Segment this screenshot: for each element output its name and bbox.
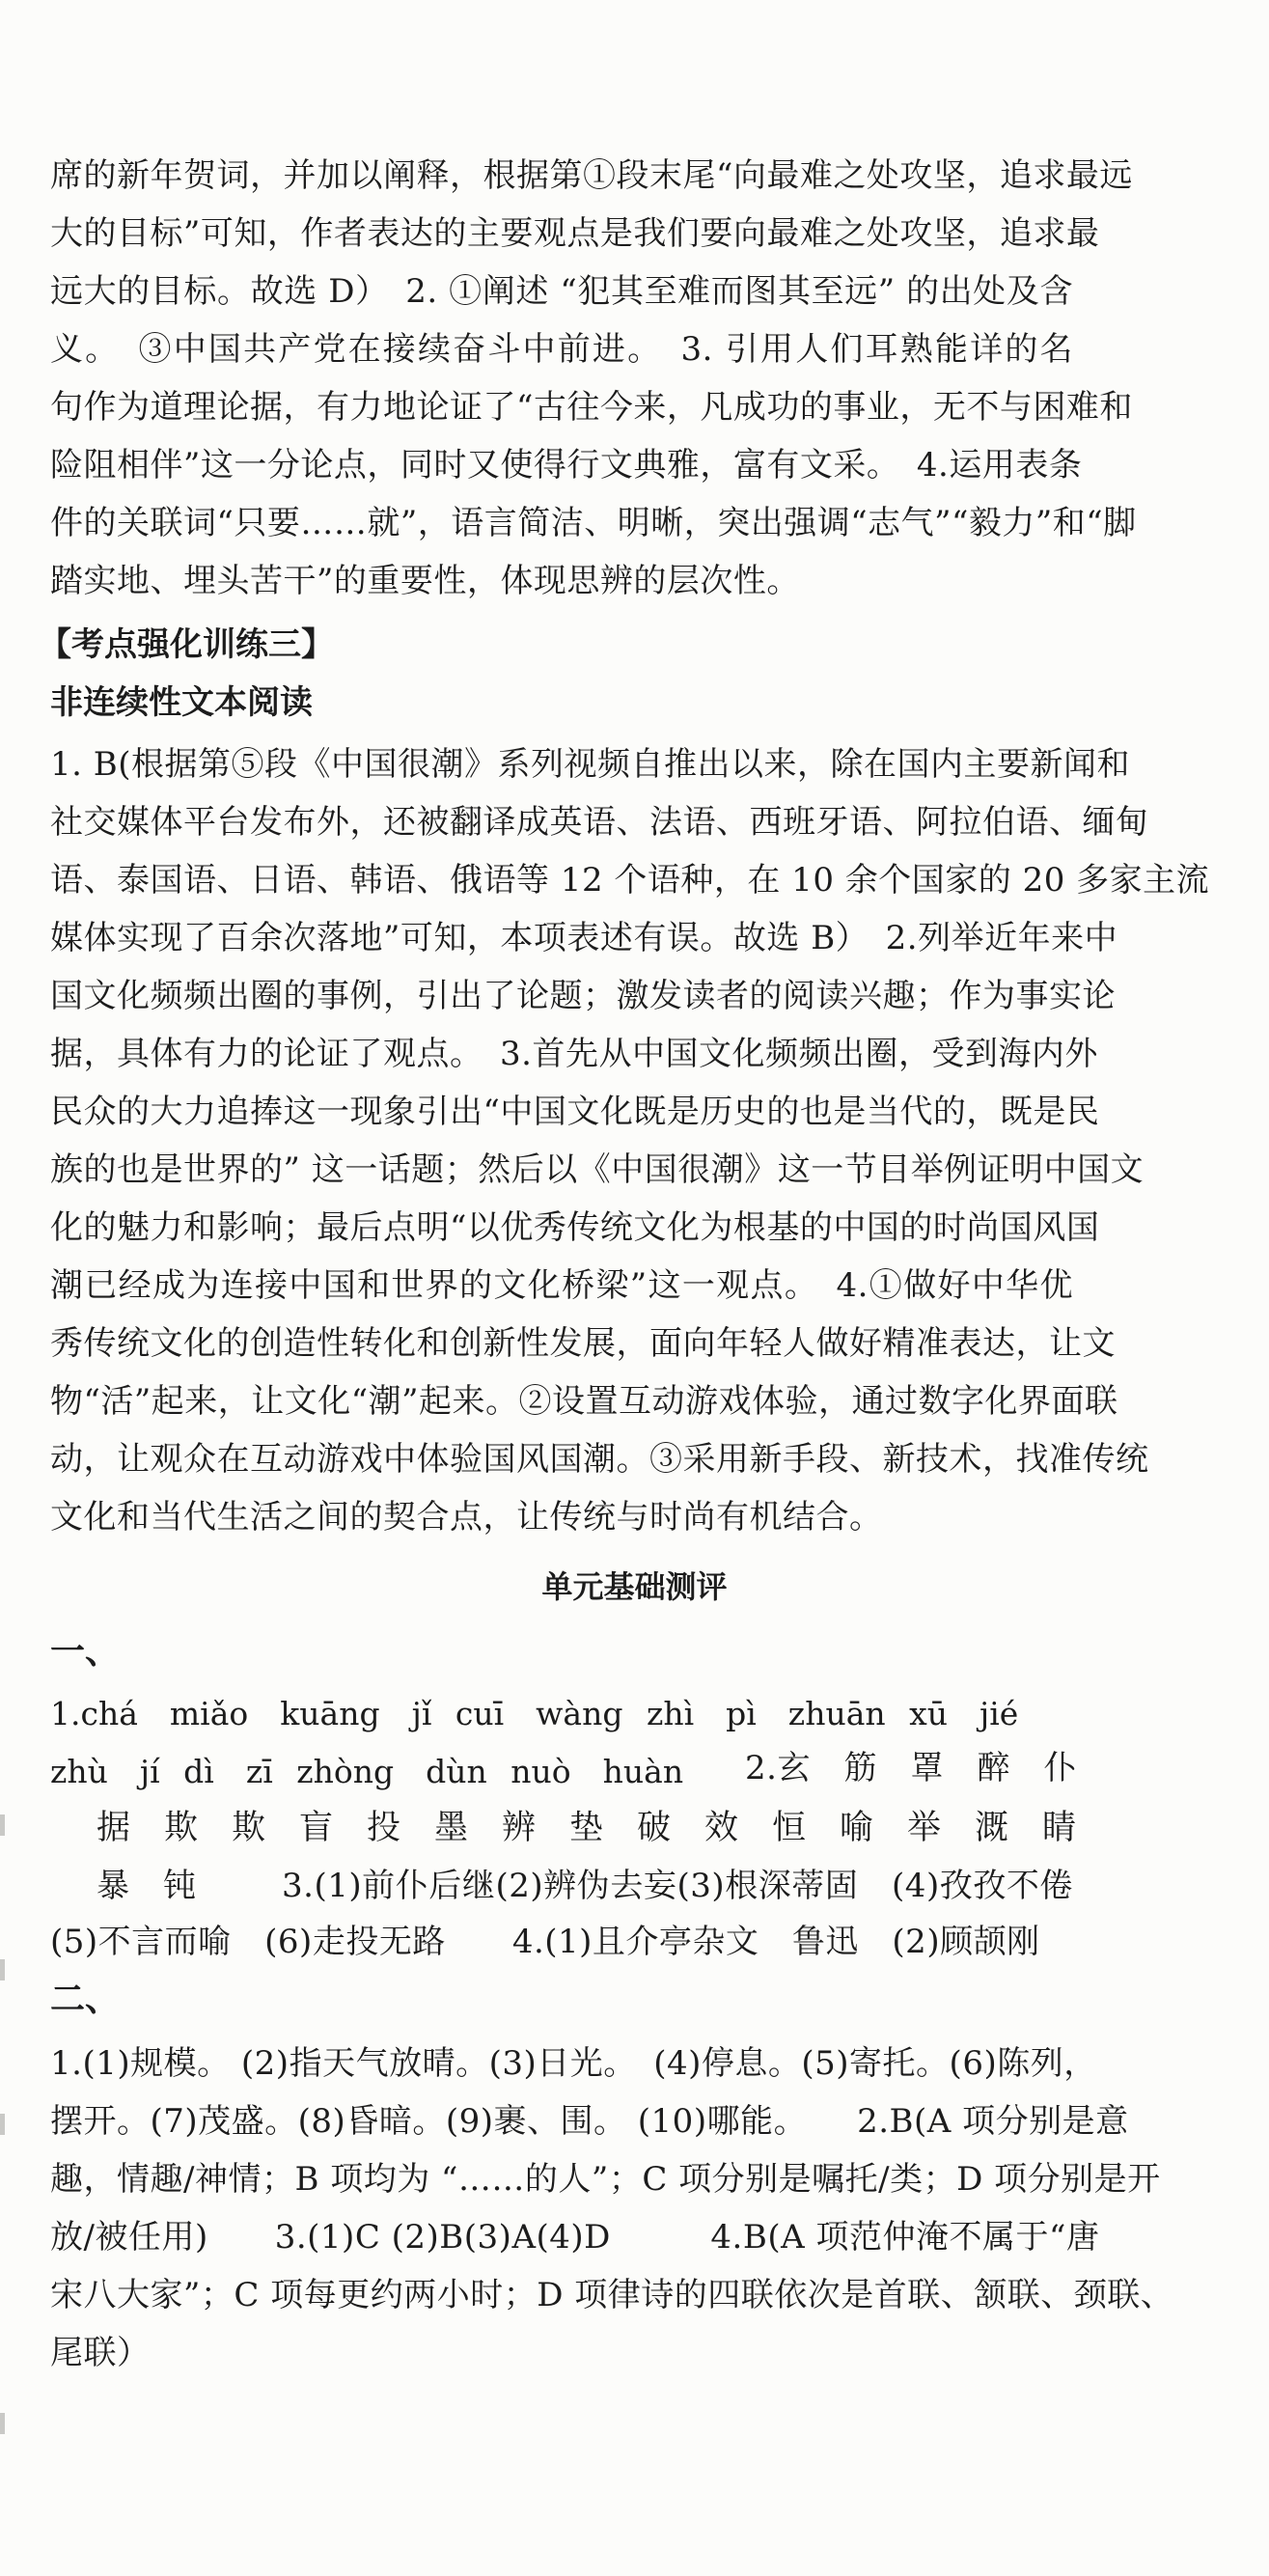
text-line: 秀传统文化的创造性转化和创新性发展，面向年轻人做好精准表达，让文 — [50, 1324, 1116, 1363]
scan-edge-mark — [0, 2413, 5, 2434]
pinyin-line: 1.chá miǎo kuāng jǐ cuī wàng zhì pì zhuān xū jié — [50, 1695, 1019, 1732]
text-line: 据，具体有力的论证了观点。 3.首先从中国文化频频出圈，受到海内外 — [50, 1035, 1098, 1073]
characters-line: 据 欺 欺 盲 投 墨 辨 垫 破 效 恒 喻 举 溉 睛 — [97, 1809, 1077, 1847]
characters-line: 暴 钝 — [97, 1867, 197, 1905]
text-line: (5)不言而喻 (6)走投无路 4.(1)且介亭杂文 鲁迅 (2)顾颉刚 — [50, 1923, 1040, 1961]
scan-edge-mark — [0, 2114, 5, 2135]
text-line: 远大的目标。故选 D） 2. ①阐述 “犯其至难而图其至远” 的出处及含 — [50, 272, 1073, 311]
pinyin-line: zhù jí dì zī zhòng dùn nuò huàn — [50, 1753, 684, 1790]
unit-test-title: 单元基础测评 — [541, 1568, 728, 1605]
text-line: 语、泰国语、日语、韩语、俄语等 12 个语种，在 10 余个国家的 20 多家主流 — [50, 861, 1210, 900]
text-line: 动，让观众在互动游戏中体验国风国潮。③采用新手段、新技术，找准传统 — [50, 1440, 1149, 1479]
text-line: 潮已经成为连接中国和世界的文化桥梁”这一观点。 4.①做好中华优 — [50, 1266, 1073, 1305]
section-subtitle: 非连续性文本阅读 — [50, 683, 313, 722]
section-title: 【考点强化训练三】 — [39, 625, 334, 664]
text-line: 宋八大家”；C 项每更约两小时；D 项律诗的四联依次是首联、颔联、颈联、 — [50, 2276, 1174, 2314]
text-line: 媒体实现了百余次落地”可知，本项表述有误。故选 B） 2.列举近年来中 — [50, 919, 1118, 957]
text-line: 件的关联词“只要……就”，语言简洁、明晰，突出强调“志气”“毅力”和“脚 — [50, 504, 1137, 542]
text-line: 1.(1)规模。 (2)指天气放晴。(3)日光。 (4)停息。(5)寄托。(6)陈列， — [50, 2044, 1097, 2083]
text-line: 3.(1)前仆后继(2)辨伪去妄(3)根深蒂固 (4)孜孜不倦 — [282, 1867, 1073, 1905]
text-line: 尾联） — [50, 2334, 151, 2372]
part-one-heading: 一、 — [50, 1632, 121, 1672]
text-line: 1. B(根据第⑤段《中国很潮》系列视频自推出以来，除在国内主要新闻和 — [50, 745, 1130, 784]
text-line: 踏实地、埋头苦干”的重要性，体现思辨的层次性。 — [50, 562, 800, 600]
text-line: 句作为道理论据，有力地论证了“古往今来，凡成功的事业，无不与困难和 — [50, 388, 1133, 427]
text-line: 文化和当代生活之间的契合点，让传统与时尚有机结合。 — [50, 1498, 883, 1537]
q2-start: 2.玄 筋 罩 醉 仆 — [745, 1749, 1077, 1787]
text-line: 义。 ③中国共产党在接续奋斗中前进。 3. 引用人们耳熟能详的名 — [50, 330, 1073, 369]
text-line: 放/被任用) 3.(1)C (2)B(3)A(4)D 4.B(A 项范仲淹不属于“唐 — [50, 2218, 1100, 2257]
text-line: 族的也是世界的” 这一话题；然后以《中国很潮》这一节目举例证明中国文 — [50, 1150, 1145, 1189]
text-line: 国文化频频出圈的事例，引出了论题；激发读者的阅读兴趣；作为事实论 — [50, 977, 1116, 1015]
part-two-heading: 二、 — [50, 1980, 121, 2019]
text-line: 民众的大力追捧这一现象引出“中国文化既是历史的也是当代的，既是民 — [50, 1093, 1100, 1131]
text-line: 趣，情趣/神情；B 项均为 “……的人”；C 项分别是嘱托/类；D 项分别是开 — [50, 2160, 1161, 2199]
text-line: 席的新年贺词，并加以阐释，根据第①段末尾“向最难之处攻坚，追求最远 — [50, 156, 1133, 195]
text-line: 摆开。(7)茂盛。(8)昏暗。(9)裹、围。 (10)哪能。 2.B(A 项分别是意 — [50, 2102, 1129, 2141]
text-line: 社交媒体平台发布外，还被翻译成英语、法语、西班牙语、阿拉伯语、缅甸 — [50, 803, 1149, 842]
scan-edge-mark — [0, 1814, 5, 1836]
scan-edge-mark — [0, 1959, 5, 1980]
text-line: 险阻相伴”这一分论点，同时又使得行文典雅，富有文采。 4.运用表条 — [50, 446, 1083, 485]
text-line: 大的目标”可知，作者表达的主要观点是我们要向最难之处攻坚，追求最 — [50, 214, 1100, 253]
text-line: 化的魅力和影响；最后点明“以优秀传统文化为根基的中国的时尚国风国 — [50, 1208, 1100, 1247]
text-line: 物“活”起来，让文化“潮”起来。②设置互动游戏体验，通过数字化界面联 — [50, 1382, 1118, 1421]
